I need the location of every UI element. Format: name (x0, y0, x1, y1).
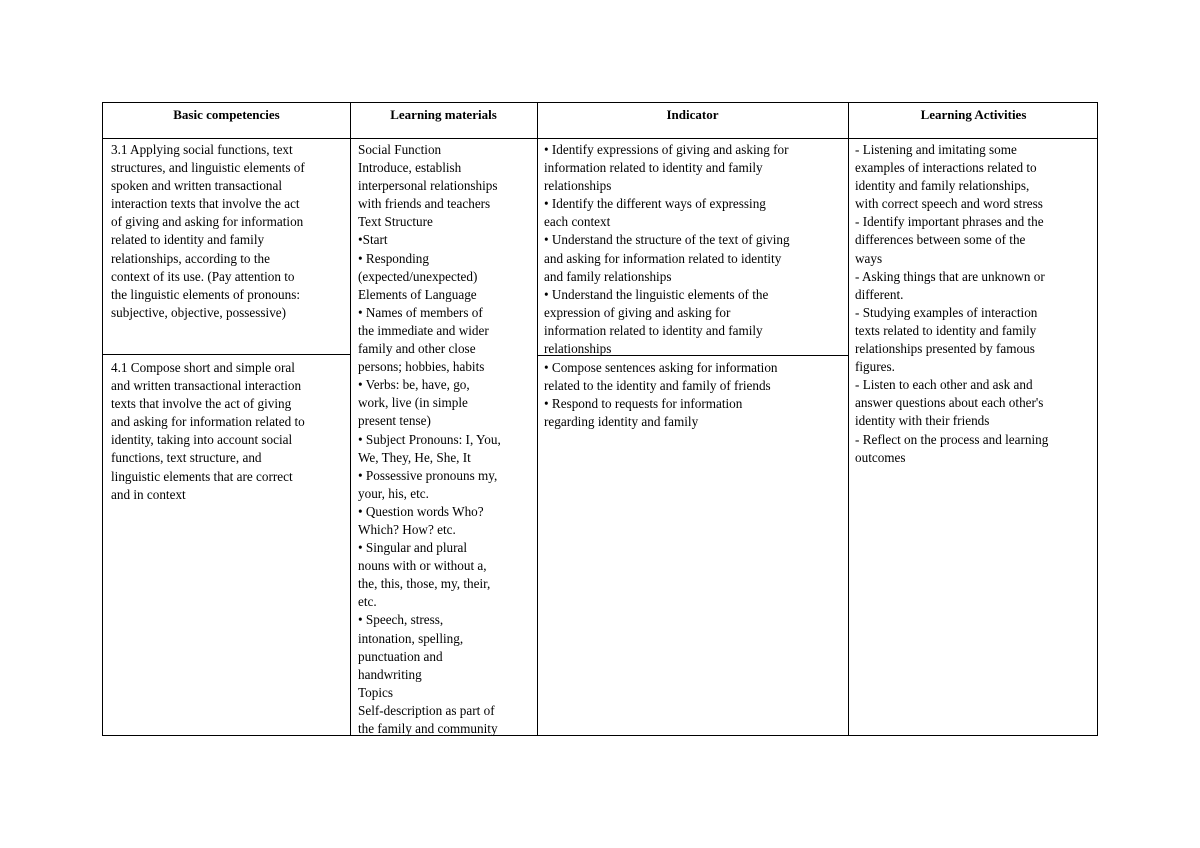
header-basic-competencies: Basic competencies (173, 107, 280, 122)
header-learning-activities: Learning Activities (920, 107, 1027, 122)
competency-3-1-text: 3.1 Applying social functions, text structures, and linguistic elements of spoken and written transactional interaction texts that involve the act of giving and asking for information related to identity and family relationships, according to the context of its use. (Pay attention to the linguistic elements of pronouns: subjective, objective, possessive) (111, 142, 305, 320)
header-divider (103, 138, 1097, 139)
column-divider (848, 103, 849, 735)
indicator-4-1-text: • Compose sentences asking for information related to the identity and family of friends • Respond to requests for information regarding identity and family (544, 360, 778, 430)
competency-4-1-text: 4.1 Compose short and simple oral and written transactional interaction texts that involve the act of giving and asking for information related to identity, taking into account social functions, text structure, and linguistic elements that are correct and in context (111, 360, 305, 502)
header-learning-materials: Learning materials (390, 107, 497, 122)
header-indicator: Indicator (666, 107, 719, 122)
indicator-3-1-text: • Identify expressions of giving and asking for information related to identity and family relationships • Identify the different ways of expressing each context • Understand the structure of the text of giving and asking for information related to identity and family relationships • Understand the linguistic elements of the expression of giving and asking for information related to identity and family relationships (544, 142, 790, 357)
column-divider (350, 103, 351, 735)
competency-table (102, 102, 1098, 736)
learning-activities-text: - Listening and imitating some examples of interactions related to identity and family relationships, with correct speech and word stress - Identify important phrases and the differences between some of the ways - Asking things that are unknown or different. - Studying examples of interaction texts related to identity and family relationships presented by famous figures. - Listen to each other and ask and answer questions about each other's identity with their friends - Reflect on the process and learning outcomes (855, 142, 1049, 465)
learning-materials-text: Social Function Introduce, establish interpersonal relationships with friends and teachers Text Structure •Start • Responding (expected/unexpected) Elements of Language • Names of members of the immediate and wider family and other close persons; hobbies, habits • Verbs: be, have, go, work, live (in simple present tense) • Subject Pronouns: I, You, We, They, He, She, It • Possessive pronouns my, your, his, etc. • Question words Who? Which? How? etc. • Singular and plural nouns with or without a, the, this, those, my, their, etc. • Speech, stress, intonation, spelling, punctuation and handwriting Topics Self-description as part of the family and community (358, 142, 501, 736)
column-divider (537, 103, 538, 735)
row-divider (103, 354, 350, 355)
